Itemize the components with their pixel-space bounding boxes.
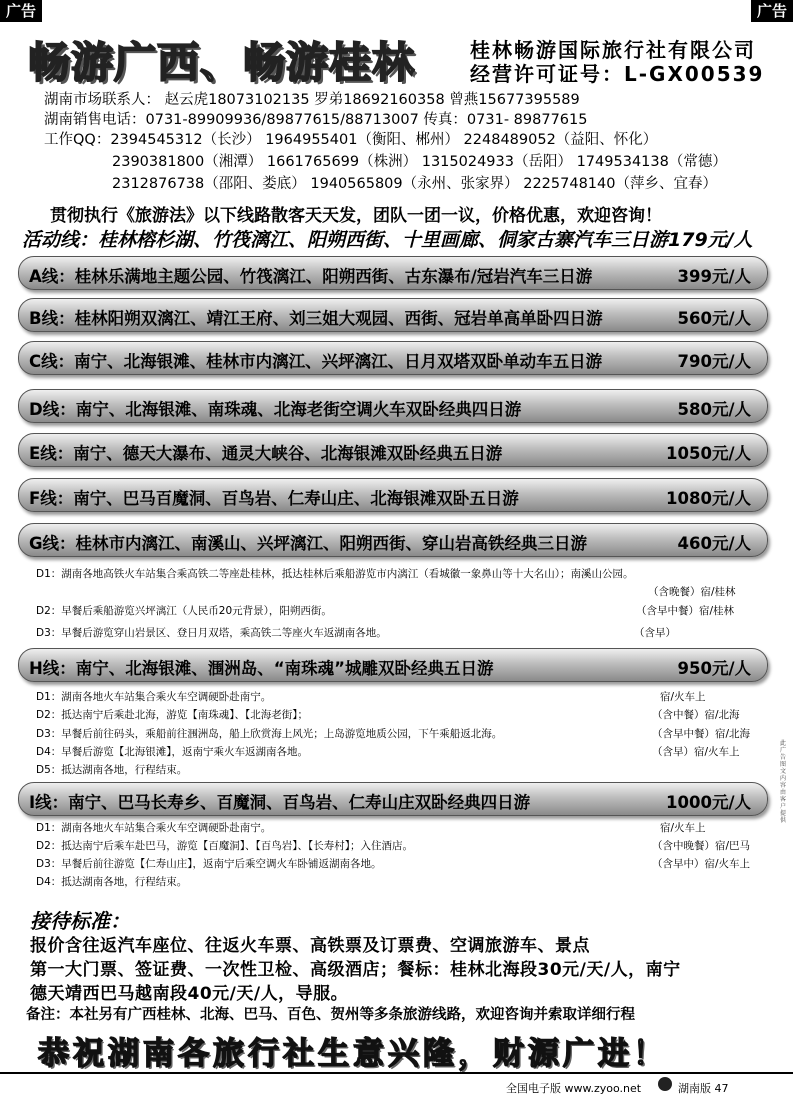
- itinerary-day: D4：早餐后游览【北海银滩】，返南宁乘火车返湖南各地。: [36, 746, 309, 758]
- itinerary-meal: （含早中餐）宿/桂林: [636, 605, 735, 617]
- itinerary-day: D2：早餐后乘船游览兴坪漓江（人民币20元背景），阳朔西街。: [36, 605, 332, 617]
- standards-title: 接待标准：: [30, 909, 130, 933]
- main-title: 畅游广西、畅游桂林: [28, 38, 416, 87]
- itinerary-meal: （含早中）宿/火车上: [652, 858, 751, 870]
- standards-line: 德天靖西巴马越南段40元/天/人，导服。: [30, 984, 349, 1004]
- itinerary-day: D3：早餐后前往游览【仁寿山庄】，返南宁后乘空调火车卧铺返湖南各地。: [36, 858, 382, 870]
- footer-divider: [0, 1072, 793, 1074]
- ad-tag-left: 广告: [0, 0, 42, 22]
- standards-line: 报价含往返汽车座位、往返火车票、高铁票及订票费、空调旅游车、景点: [30, 936, 590, 956]
- itinerary-day: D1：湖南各地火车站集合乘火车空调硬卧赴南宁。: [36, 822, 272, 834]
- itinerary-meal: （含晚餐）宿/桂林: [648, 586, 736, 598]
- ad-tag-right: 广告: [751, 0, 793, 22]
- route-price: 1050元/人: [666, 444, 751, 463]
- route-i: [18, 782, 768, 816]
- route-c: [18, 341, 768, 375]
- route-label: B线：桂林阳朔双漓江、靖江王府、刘三姐大观园、西街、冠岩单高单卧四日游: [29, 309, 603, 328]
- contact-line: 湖南市场联系人： 赵云虎18073102135 罗弟18692160358 曾燕15677395589: [44, 92, 580, 108]
- itinerary-meal: （含早）宿/火车上: [652, 746, 740, 758]
- itinerary-day: D4：抵达湖南各地，行程结束。: [36, 876, 188, 888]
- route-label: C线：南宁、北海银滩、桂林市内漓江、兴坪漓江、日月双塔双卧单动车五日游: [29, 352, 603, 371]
- itinerary-day: D2：抵达南宁后乘赴北海，游览【南珠魂】、【北海老街】；: [36, 709, 309, 721]
- route-label: E线：南宁、德天大瀑布、通灵大峡谷、北海银滩双卧经典五日游: [29, 444, 503, 463]
- itinerary-day: D5：抵达湖南各地，行程结束。: [36, 764, 188, 776]
- activity-line: 活动线：桂林榕杉湖、竹筏漓江、阳朔西街、十里画廊、侗家古寨汽车三日游179元/人: [22, 229, 753, 251]
- route-e: [18, 433, 768, 467]
- itinerary-day: D1：湖南各地高铁火车站集合乘高铁二等座赴桂林，抵达桂林后乘船游览市内漓江（看城徽一象鼻山等十大名山）；南溪山公园。: [36, 568, 634, 580]
- route-a: [18, 256, 768, 290]
- agency-name: 桂林畅游国际旅行社有限公司: [470, 38, 756, 62]
- itinerary-day: D3：早餐后前往码头，乘船前往涠洲岛，船上欣赏海上风光；上岛游览地质公园，下午乘船返北海。: [36, 728, 503, 740]
- congratulation-banner: 恭祝湖南各旅行社生意兴隆，财源广进！: [38, 1036, 668, 1072]
- itinerary-day: D1：湖南各地火车站集合乘火车空调硬卧赴南宁。: [36, 691, 272, 703]
- route-price: 1000元/人: [666, 793, 751, 812]
- route-price: 580元/人: [677, 400, 751, 419]
- route-price: 460元/人: [677, 534, 751, 553]
- contact-line: 工作QQ：2394545312（长沙） 1964955401（衡阳、郴州） 2248489052（益阳、怀化）: [44, 132, 658, 148]
- route-price: 950元/人: [677, 659, 751, 678]
- route-label: D线：南宁、北海银滩、南珠魂、北海老街空调火车双卧经典四日游: [29, 400, 522, 419]
- itinerary-meal: （含早）: [634, 627, 676, 639]
- itinerary-meal: 宿/火车上: [660, 691, 706, 703]
- side-note: 此广告图文内容由客户提供: [780, 740, 787, 824]
- itinerary-meal: 宿/火车上: [660, 822, 706, 834]
- route-b: [18, 298, 768, 332]
- footer-right: 湖南版 47: [678, 1082, 729, 1095]
- note: 备注：本社另有广西桂林、北海、巴马、百色、贺州等多条旅游线路，欢迎咨询并索取详细行程: [26, 1007, 635, 1023]
- route-d: [18, 389, 768, 423]
- itinerary-meal: （含早中餐）宿/北海: [652, 728, 751, 740]
- route-h: [18, 648, 768, 682]
- license-number: 经营许可证号：L-GX00539: [470, 62, 765, 86]
- itinerary-day: D2：抵达南宁后乘车赴巴马，游览【百魔洞】、【百鸟岩】、【长寿村】；入住酒店。: [36, 840, 414, 852]
- footer-left: 全国电子版 www.zyoo.net: [506, 1082, 642, 1095]
- route-label: G线：桂林市内漓江、南溪山、兴坪漓江、阳朔西街、穿山岩高铁经典三日游: [29, 534, 588, 553]
- route-f: [18, 478, 768, 512]
- contact-line: 2390381800（湘潭） 1661765699（株洲） 1315024933（岳阳） 1749534138（常德）: [112, 154, 727, 170]
- slogan: 贯彻执行《旅游法》以下线路散客天天发，团队一团一议，价格优惠，欢迎咨询！: [50, 206, 662, 226]
- contact-line: 湖南销售电话：0731-89909936/89877615/88713007 传真：0731- 89877615: [44, 112, 588, 128]
- route-price: 1080元/人: [666, 489, 751, 508]
- route-label: H线：南宁、北海银滩、涠洲岛、“南珠魂”城雕双卧经典五日游: [29, 659, 494, 678]
- route-g: [18, 523, 768, 557]
- standards-line: 第一大门票、签证费、一次性卫检、高级酒店；餐标：桂林北海段30元/天/人，南宁: [30, 960, 681, 980]
- contact-line: 2312876738（邵阳、娄底） 1940565809（永州、张家界） 2225748140（萍乡、宜春）: [112, 176, 717, 192]
- route-price: 560元/人: [677, 309, 751, 328]
- route-price: 399元/人: [677, 267, 751, 286]
- itinerary-meal: （含中餐）宿/北海: [652, 709, 740, 721]
- route-label: A线：桂林乐满地主题公园、竹筏漓江、阳朔西街、古东瀑布/冠岩汽车三日游: [29, 267, 593, 286]
- route-label: I线：南宁、巴马长寿乡、百魔洞、百鸟岩、仁寿山庄双卧经典四日游: [29, 793, 531, 812]
- route-price: 790元/人: [677, 352, 751, 371]
- route-label: F线：南宁、巴马百魔洞、百鸟岩、仁寿山庄、北海银滩双卧五日游: [29, 489, 519, 508]
- itinerary-day: D3：早餐后游览穿山岩景区、登日月双塔，乘高铁二等座火车返湖南各地。: [36, 627, 387, 639]
- itinerary-meal: （含中晚餐）宿/巴马: [652, 840, 751, 852]
- publisher-logo-icon: [658, 1077, 672, 1091]
